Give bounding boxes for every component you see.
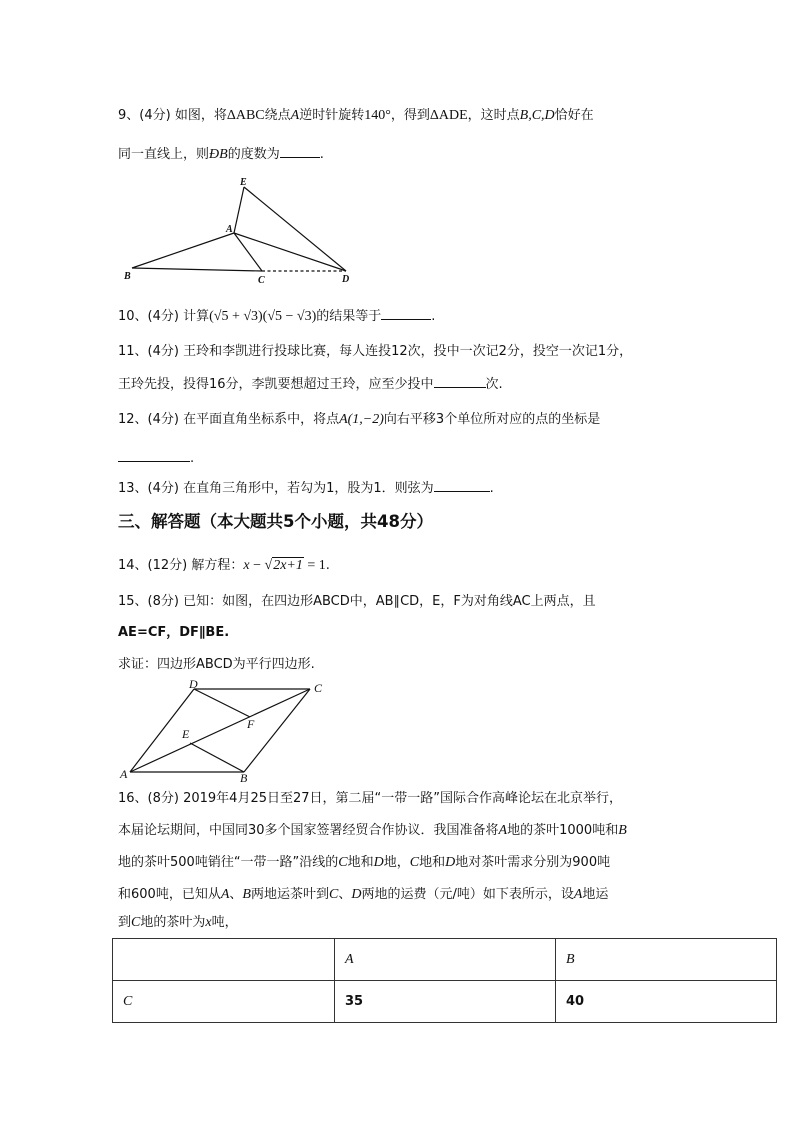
q15-figure (118, 678, 338, 783)
q12-line2: . (118, 447, 194, 469)
q13-line: 13、(4分) 在直角三角形中，若勾为1，股为1．则弦为 . (118, 477, 494, 499)
label-e: E (240, 177, 247, 188)
label-b: B (124, 271, 131, 282)
q9-figure (118, 175, 368, 290)
q16-line4: 和600吨，已知从A、B两地运茶叶到C、D两地的运费（元/吨）如下表所示，设A地运 (118, 887, 609, 902)
q16-line5: 到C地的茶叶为x吨， (118, 915, 238, 930)
q16-line3: 地的茶叶500吨销往“一带一路”沿线的C地和D地，C地和D地对茶叶需求分别为900吨 (118, 855, 611, 870)
q15-line2: AE=CF，DF∥BE. (118, 625, 230, 640)
label-c: C (314, 681, 323, 695)
table-header-row (113, 939, 777, 981)
point-a: A(1,−2) (339, 412, 384, 427)
answer-blank (434, 477, 490, 492)
table-row (113, 981, 777, 1023)
q9-line1: 9、(4分) 如图，将ΔABC绕点A逆时针旋转140°，得到ΔADE，这时点B,C,D恰好在 (118, 108, 594, 123)
q9-line2: 同一直线上，则ÐB的度数为 . (118, 143, 324, 165)
answer-blank (381, 305, 431, 320)
q11-line1: 11、(4分) 王玲和李凯进行投球比赛，每人连投12次，投中一次记2分，投空一次记1分， (118, 344, 633, 359)
label-e: E (182, 727, 190, 741)
q15-line3: 求证：四边形ABCD为平行四边形. (118, 657, 315, 672)
rotation-angle: 140° (364, 108, 391, 123)
triangle-ade: ΔADE (429, 108, 468, 123)
segment-ab (132, 233, 234, 268)
answer-blank (434, 373, 486, 388)
q11-line2: 王玲先投，投得16分，李凯要想超过王玲，应至少投中 次. (118, 373, 503, 395)
triangle-abc: ΔABC (226, 108, 265, 123)
table-cell: C (113, 981, 335, 1023)
radicand: 2x+1 (273, 558, 303, 573)
q16-line1: 16、(8分) 2019年4月25日至27日，第二届“一带一路”国际合作高峰论坛在北京举行， (118, 791, 622, 806)
label-b: B (240, 771, 248, 783)
label-c: C (258, 275, 265, 286)
label-a: A (226, 224, 233, 235)
q14-line: 14、(12分) 解方程：x − √2x+1 = 1. (118, 558, 330, 573)
answer-blank (118, 447, 190, 462)
expression: (√5 + √3)(√5 − √3) (209, 309, 317, 324)
q12-line1: 12、(4分) 在平面直角坐标系中，将点A(1,−2)向右平移3个单位所对应的点的坐标是 (118, 412, 601, 427)
q16-line2: 本届论坛期间，中国同30多个国家签署经贸合作协议．我国准备将A地的茶叶1000吨和B (118, 823, 627, 838)
label-a: A (120, 767, 128, 781)
segment-ea (234, 187, 244, 233)
label-d: D (189, 678, 198, 691)
answer-blank (280, 143, 320, 158)
q10-line: 10、(4分) 计算(√5 + √3)(√5 − √3)的结果等于 . (118, 305, 435, 327)
segment-ed (244, 187, 346, 271)
table-cell: 40 (556, 981, 777, 1023)
label-f: F (247, 717, 255, 731)
segment-ad (234, 233, 346, 271)
label-d: D (342, 274, 350, 285)
q15-line1: 15、(8分) 已知：如图，在四边形ABCD中，AB∥CD，E，F为对角线AC上两点，且 (118, 594, 596, 609)
table-cell: B (556, 939, 777, 981)
table-cell: 35 (335, 981, 556, 1023)
segment-be (190, 743, 244, 772)
section-heading: 三、解答题（本大题共5个小题，共48分） (118, 512, 433, 531)
table-cell: A (335, 939, 556, 981)
freight-table (112, 938, 777, 1023)
table-cell (113, 939, 335, 981)
segment-bc (132, 268, 262, 271)
segment-df (194, 689, 250, 717)
segment-ac (234, 233, 262, 271)
